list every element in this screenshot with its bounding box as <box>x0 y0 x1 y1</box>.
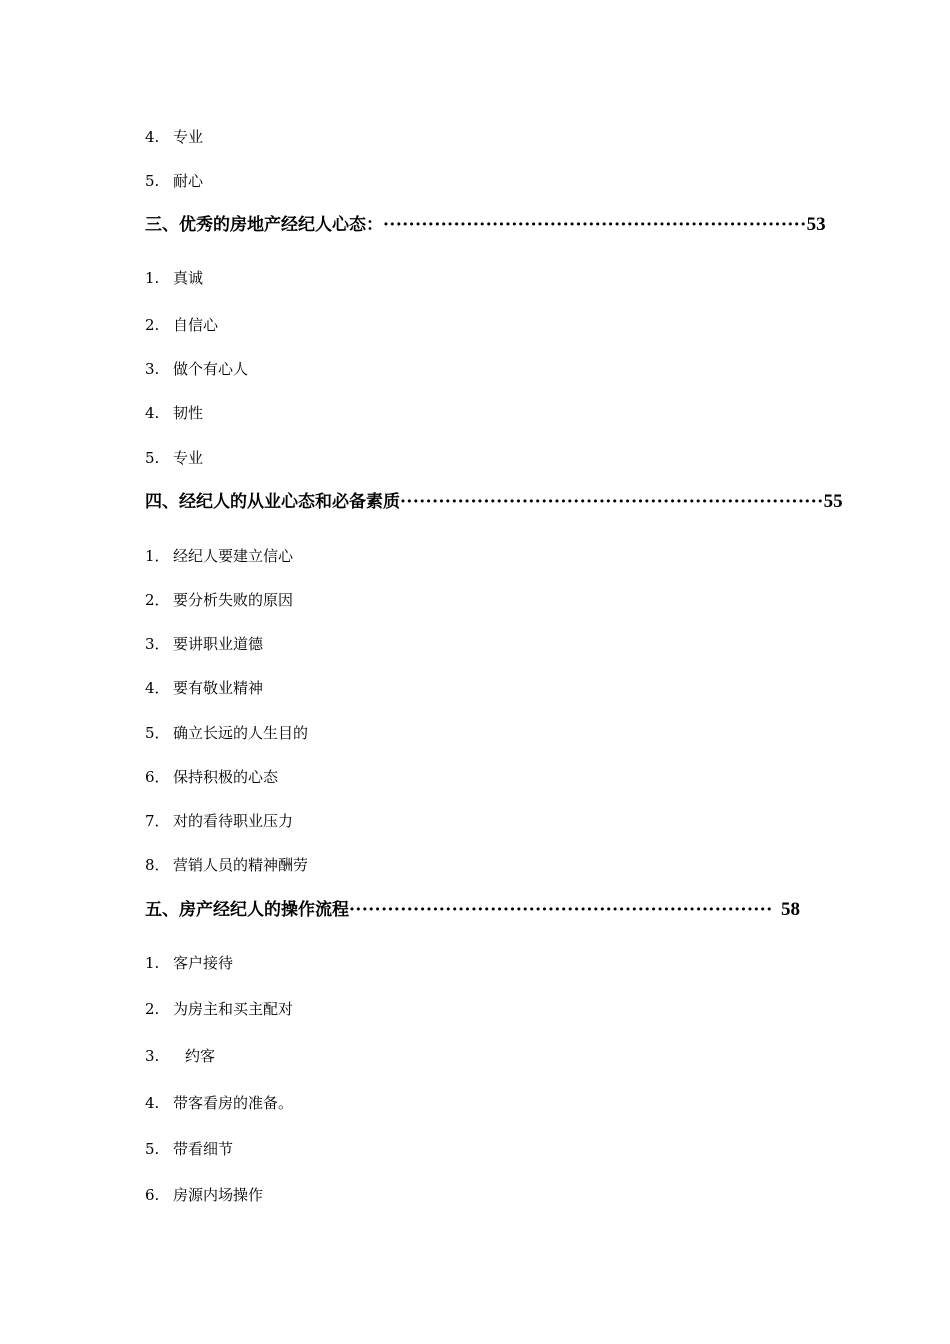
list-item <box>145 953 233 973</box>
list-item-number: 1． <box>145 547 170 565</box>
list-item <box>145 171 203 191</box>
toc-leader-dots: ·································································· <box>400 492 824 512</box>
list-item-text: 要讲职业道德 <box>173 635 264 653</box>
list-item-text: 为房主和买主配对 <box>173 1000 294 1018</box>
list-item-number: 5． <box>145 724 170 742</box>
list-item-text: 真诚 <box>173 269 204 287</box>
toc-heading-title: 三、优秀的房地产经纪人心态： <box>145 215 383 235</box>
list-item-text: 专业 <box>173 128 204 146</box>
list-item-number: 8． <box>145 856 170 874</box>
list-item-text: 做个有心人 <box>173 360 249 378</box>
list-item-number: 6． <box>145 768 170 786</box>
list-item-text: 保持积极的心态 <box>173 768 279 786</box>
list-item-number: 5. <box>145 1140 160 1158</box>
list-item <box>145 1093 293 1113</box>
list-item-text: 客户接待 <box>173 954 234 972</box>
list-item-number: 4． <box>145 679 170 697</box>
toc-leader-dots: ·································································· <box>349 900 773 920</box>
list-item-number: 4. <box>145 128 160 146</box>
list-item-number: 5. <box>145 172 160 190</box>
list-item <box>145 590 293 610</box>
toc-heading-section4 <box>145 491 843 513</box>
toc-heading-title: 四、经纪人的从业心态和必备素质 <box>145 492 400 512</box>
list-item-text: 经纪人要建立信心 <box>173 547 294 565</box>
list-item <box>145 999 293 1019</box>
list-item-text: 要有敬业精神 <box>173 679 264 697</box>
list-item <box>145 268 203 288</box>
list-item-number: 2. <box>145 1000 160 1018</box>
toc-heading-section5 <box>145 899 800 921</box>
list-item-text: 韧性 <box>173 404 204 422</box>
toc-leader-dots: ·································································· <box>383 215 807 235</box>
toc-page-number: 55 <box>823 491 843 512</box>
list-item <box>145 359 248 379</box>
list-item-text: 对的看待职业压力 <box>173 812 294 830</box>
list-item <box>145 678 263 698</box>
list-item-number: 3. <box>145 360 160 378</box>
list-item <box>145 1139 233 1159</box>
list-item-number: 2． <box>145 591 170 609</box>
list-item-number: 1. <box>145 269 160 287</box>
toc-page-number: 58 <box>781 899 800 920</box>
list-item <box>145 855 308 875</box>
list-item <box>145 546 293 566</box>
list-item-number: 3. <box>145 1047 160 1065</box>
list-item <box>145 1185 263 1205</box>
list-item <box>145 448 203 468</box>
list-item <box>145 634 263 654</box>
toc-heading-title: 五、房产经纪人的操作流程 <box>145 900 349 920</box>
list-item-text: 耐心 <box>173 172 204 190</box>
list-item <box>145 1046 215 1066</box>
list-item-text: 约客 <box>185 1047 216 1065</box>
list-item <box>145 127 203 147</box>
list-item-number: 2. <box>145 316 160 334</box>
list-item-number: 5. <box>145 449 160 467</box>
list-item-number: 3． <box>145 635 170 653</box>
list-item-number: 4. <box>145 1094 160 1112</box>
list-item-number: 1. <box>145 954 160 972</box>
list-item-text: 自信心 <box>173 316 219 334</box>
list-item-text: 带客看房的准备。 <box>173 1094 294 1112</box>
list-item <box>145 403 203 423</box>
list-item-text: 专业 <box>173 449 204 467</box>
list-item-text: 营销人员的精神酬劳 <box>173 856 309 874</box>
list-item-number: 4. <box>145 404 160 422</box>
toc-page-number: 53 <box>806 214 826 235</box>
list-item-number: 7． <box>145 812 170 830</box>
list-item <box>145 811 293 831</box>
toc-heading-section3 <box>145 214 826 236</box>
list-item-text: 房源内场操作 <box>173 1186 264 1204</box>
list-item-text: 带看细节 <box>173 1140 234 1158</box>
list-item-number: 6. <box>145 1186 160 1204</box>
list-item <box>145 767 278 787</box>
list-item-text: 确立长远的人生目的 <box>173 724 309 742</box>
list-item-text: 要分析失败的原因 <box>173 591 294 609</box>
list-item <box>145 723 308 743</box>
list-item <box>145 315 218 335</box>
